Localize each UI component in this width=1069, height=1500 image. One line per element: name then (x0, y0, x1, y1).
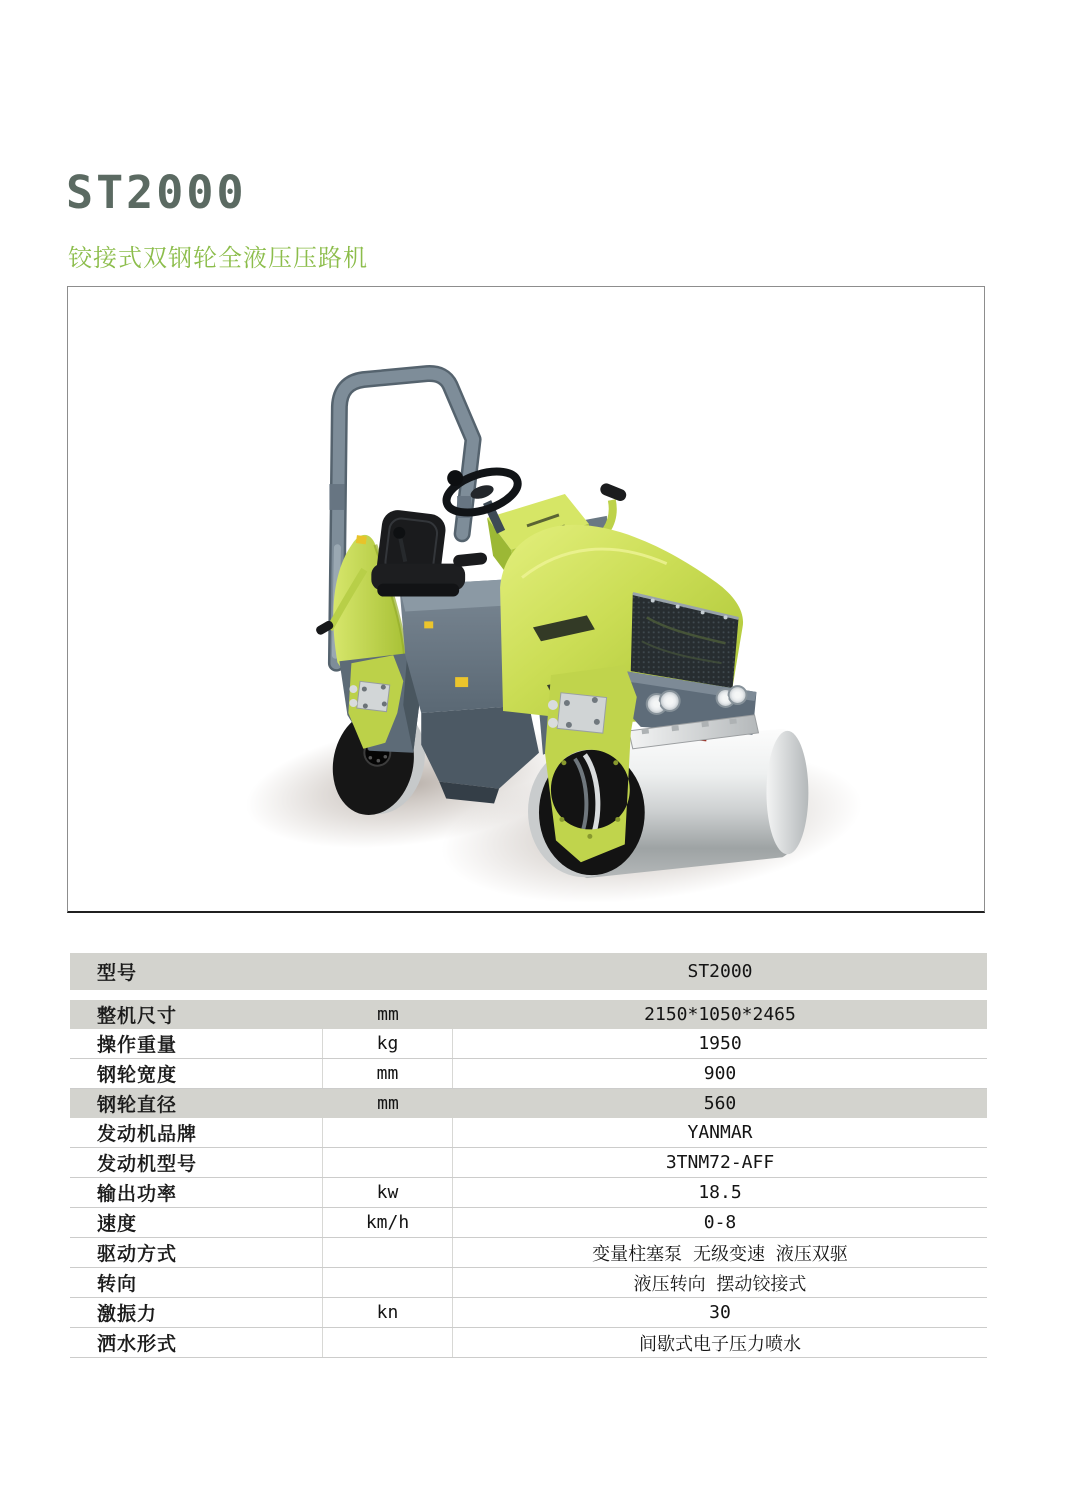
spec-row (70, 1238, 987, 1268)
spec-row (70, 1118, 987, 1148)
spec-unit (323, 1148, 453, 1177)
spec-value: 间歇式电子压力喷水 (639, 1333, 801, 1355)
spec-row (70, 1148, 987, 1178)
spec-label: 钢轮宽度 (70, 1059, 323, 1088)
spec-label: 钢轮直径 (97, 1095, 178, 1116)
spec-row (70, 1089, 987, 1118)
spec-label: 速度 (70, 1208, 323, 1237)
spec-label: 激振力 (70, 1298, 323, 1327)
product-figure (67, 286, 985, 913)
spec-label: 洒水形式 (70, 1328, 323, 1357)
page-title: ST2000 (66, 166, 247, 219)
spec-label: 操作重量 (70, 1029, 323, 1058)
spec-unit: kn (323, 1298, 453, 1327)
spec-table (70, 953, 987, 1358)
spec-row (70, 1029, 987, 1059)
spec-row (70, 1178, 987, 1208)
spec-label: 发动机型号 (70, 1148, 323, 1177)
spec-unit: kw (323, 1178, 453, 1207)
spec-label: 发动机品牌 (70, 1118, 323, 1147)
spec-value: 0-8 (703, 1212, 737, 1233)
spec-value: YANMAR (687, 1122, 753, 1143)
spec-row (70, 1268, 987, 1298)
spec-value: 变量柱塞泵 无级变速 液压双驱 (592, 1243, 848, 1265)
product-subtitle: 铰接式双钢轮全液压压路机 (68, 245, 368, 272)
spec-label: 型号 (97, 963, 138, 984)
spec-value: 560 (703, 1093, 737, 1114)
spec-unit: mm (377, 1004, 399, 1025)
table-gap-spacer (70, 990, 987, 1000)
spec-label: 驱动方式 (70, 1238, 323, 1267)
spec-row (70, 1059, 987, 1089)
spec-row (70, 1208, 987, 1238)
spec-unit (323, 1328, 453, 1357)
spec-value: ST2000 (687, 961, 753, 982)
spec-unit: km/h (323, 1208, 453, 1237)
spec-value: 900 (703, 1063, 737, 1084)
spec-row (70, 1298, 987, 1328)
spec-row-model (70, 953, 987, 990)
spec-unit (323, 953, 453, 990)
spec-value: 18.5 (698, 1182, 742, 1203)
product-image (68, 287, 984, 911)
spec-unit: mm (323, 1059, 453, 1088)
spec-label: 转向 (70, 1268, 323, 1297)
spec-unit (323, 1238, 453, 1267)
spec-unit: kg (323, 1029, 453, 1058)
spec-row (70, 1000, 987, 1029)
spec-value: 液压转向 摆动铰接式 (633, 1273, 807, 1295)
spec-unit (323, 1268, 453, 1297)
spec-unit (323, 1118, 453, 1147)
spec-unit: mm (377, 1093, 399, 1114)
spec-label: 整机尺寸 (97, 1006, 178, 1027)
spec-row (70, 1328, 987, 1358)
spec-value: 1950 (698, 1033, 742, 1054)
spec-value: 30 (709, 1302, 731, 1323)
spec-value: 2150*1050*2465 (644, 1004, 796, 1025)
spec-label: 输出功率 (70, 1178, 323, 1207)
spec-value: 3TNM72-AFF (665, 1152, 775, 1173)
